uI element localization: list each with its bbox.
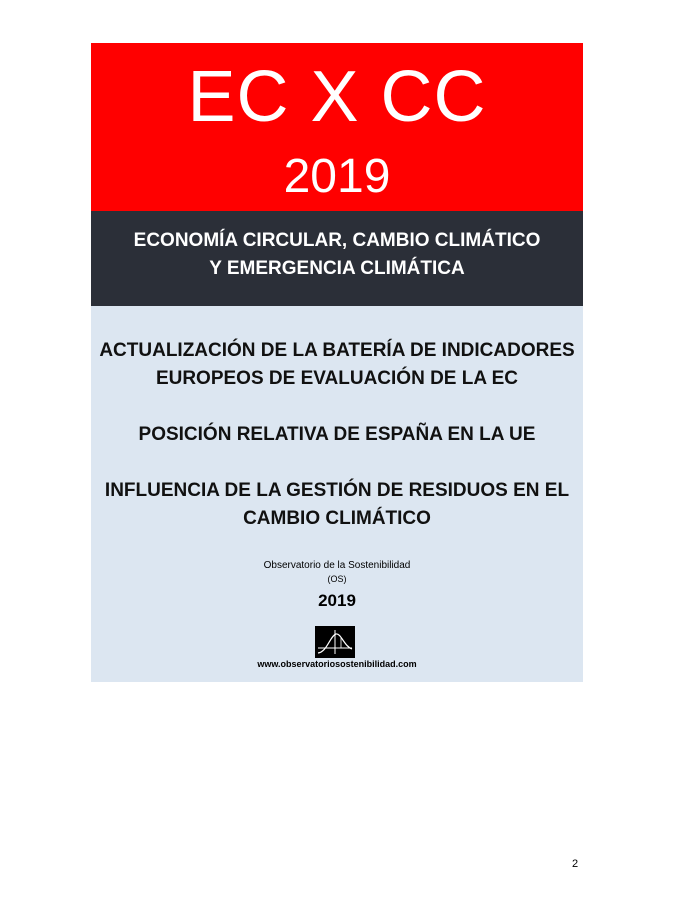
subtitle-line-2: Y EMERGENCIA CLIMÁTICA: [209, 258, 465, 279]
report-title: EC X CC: [187, 57, 487, 137]
section-heading-3-line-1: INFLUENCIA DE LA GESTIÓN DE RESIDUOS EN EL: [104, 480, 570, 501]
contents-band: [91, 306, 583, 682]
section-heading-3-line-2: CAMBIO CLIMÁTICO: [243, 508, 431, 529]
subtitle-line-1: ECONOMÍA CIRCULAR, CAMBIO CLIMÁTICO: [133, 230, 541, 251]
sustainability-curve-logo-icon: [315, 626, 355, 658]
title-band: [91, 43, 583, 211]
report-cover: [91, 43, 583, 682]
section-heading-2: POSICIÓN RELATIVA DE ESPAÑA EN LA UE: [138, 424, 536, 445]
page-number: 2: [572, 858, 579, 870]
report-year: 2019: [283, 150, 391, 203]
website-url: www.observatoriosostenibilidad.com: [257, 659, 417, 669]
organization-abbreviation: (OS): [327, 574, 347, 584]
section-heading-1-line-2: EUROPEOS DE EVALUACIÓN DE LA EC: [155, 368, 519, 389]
organization-name: Observatorio de la Sostenibilidad: [263, 560, 411, 571]
subtitle-band: [91, 211, 583, 306]
organization-year: 2019: [318, 591, 356, 610]
section-heading-1-line-1: ACTUALIZACIÓN DE LA BATERÍA DE INDICADORES: [99, 340, 575, 361]
